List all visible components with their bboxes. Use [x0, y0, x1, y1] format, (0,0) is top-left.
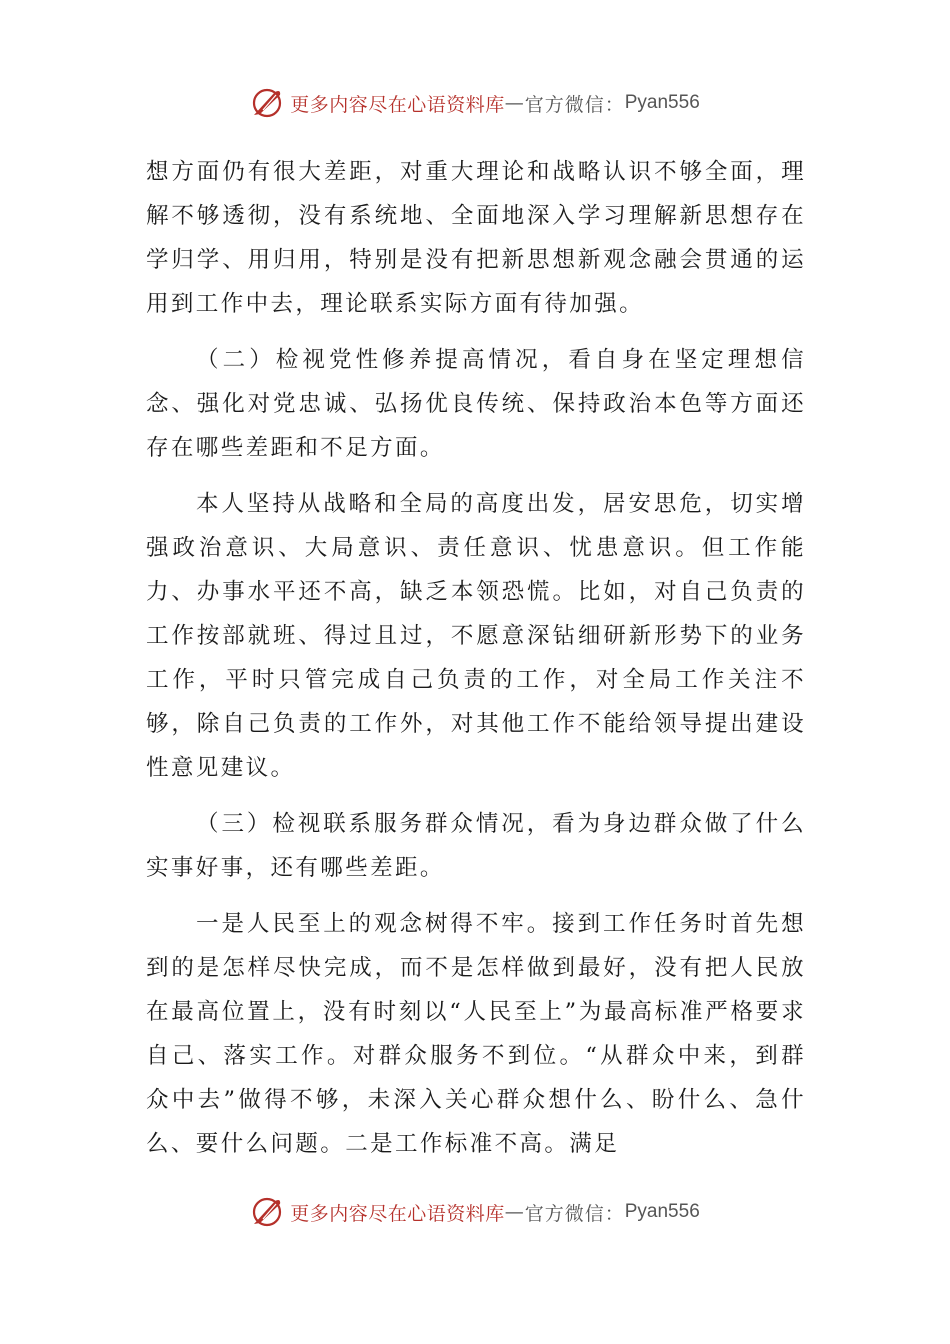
- text-line: 严格要求自己、落实工作。对群众服务不到位。“从群众: [146, 999, 806, 1069]
- text-line: 存在学归学、用归用，特别是没有把新思想新观念融会贯: [146, 203, 806, 273]
- text-line: 想方面仍有很大差距，对重大理论和战略认识不够全面，: [146, 159, 782, 185]
- text-line: 理解不够透彻，没有系统地、全面地深入学习理解新思想: [146, 159, 806, 229]
- text-line: 本人坚持从战略和全局的高度出发，居安思危，切实: [196, 491, 782, 517]
- paragraph-4-heading: [146, 802, 806, 890]
- quill-pen-circle-icon: [250, 1195, 284, 1229]
- text-line: 一是人民至上的观念树得不牢。接到工作任务时首先: [196, 911, 782, 937]
- footer-watermark-banner: [0, 1192, 950, 1232]
- text-line: 增强政治意识、大局意识、责任意识、忧患意识。但工作: [146, 491, 806, 561]
- paragraph-1: [146, 150, 806, 326]
- document-body: [146, 150, 806, 1178]
- banner-wechat-id: Pyan556: [624, 92, 700, 113]
- text-line: 念、强化对党忠诚、弘扬优良传统、保持政治本色等方面: [146, 391, 782, 417]
- text-line: （三）检视联系服务群众情况，看为身边群众做了什: [196, 811, 782, 837]
- quill-pen-circle-icon: [250, 86, 284, 120]
- header-watermark-banner: [0, 83, 950, 123]
- text-line: （二）检视党性修养提高情况，看自身在坚定理想信: [196, 347, 806, 373]
- text-line: 中来，到群众中去”做得不够，未深入关心群众想什么、: [146, 1043, 806, 1113]
- text-line: 通的运用到工作中去，理论联系实际方面有待加强。: [146, 247, 807, 317]
- paragraph-5: [146, 902, 806, 1166]
- text-line: 关注不够，除自己负责的工作外，对其他工作不能给领导: [146, 667, 806, 737]
- text-line: 提出建设性意见建议。: [146, 711, 806, 781]
- text-line: 的业务工作，平时只管完成自己负责的工作，对全局工作: [146, 623, 807, 693]
- text-line: 能力、办事水平还不高，缺乏本领恐慌。比如，对自己负: [146, 535, 806, 605]
- banner-site-text: 更多内容尽在心语资料库: [290, 1202, 505, 1225]
- banner-wechat-label: 官方微信：: [524, 93, 625, 116]
- banner-wechat-label: 官方微信：: [524, 1202, 625, 1225]
- banner-dash: —: [504, 1201, 525, 1223]
- banner-dash: —: [504, 92, 525, 114]
- text-line: 责的工作按部就班、得过且过，不愿意深钻细研新形势下: [146, 579, 806, 649]
- text-line: 么实事好事，还有哪些差距。: [146, 811, 806, 881]
- text-line: 民放在最高位置上，没有时刻以“人民至上”为最高标准: [146, 955, 806, 1025]
- banner-wechat-id: Pyan556: [624, 1201, 700, 1222]
- paragraph-3: [146, 482, 806, 790]
- text-line: 还存在哪些差距和不足方面。: [146, 391, 806, 461]
- banner-site-text: 更多内容尽在心语资料库: [290, 93, 505, 116]
- paragraph-2-heading: [146, 338, 806, 470]
- text-line: 想到的是怎样尽快完成，而不是怎样做到最好，没有把人: [146, 911, 806, 981]
- text-line: 盼什么、急什么、要什么问题。二是工作标准不高。满足: [146, 1087, 806, 1157]
